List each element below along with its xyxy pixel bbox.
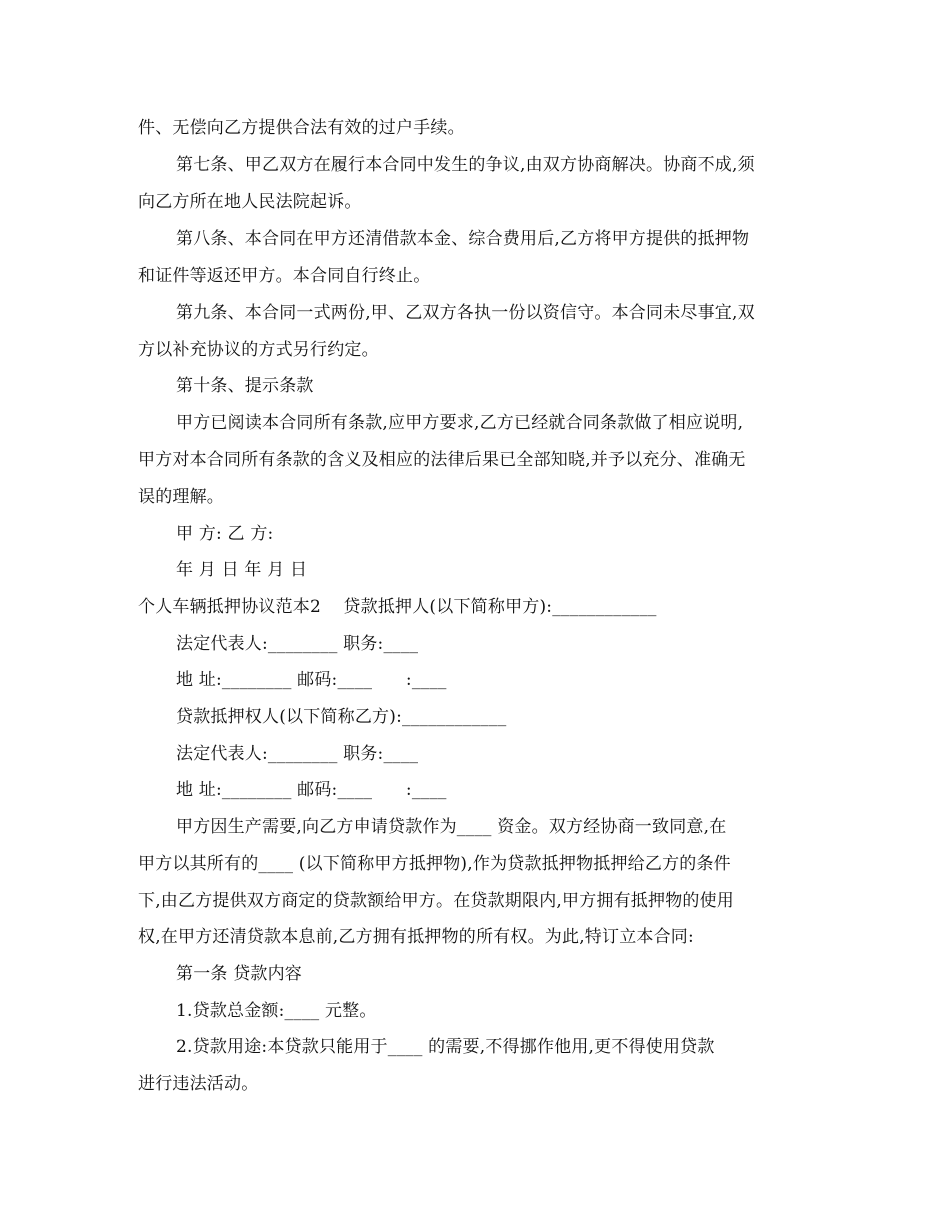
text-line: 1.贷款总金额:____ 元整。 [176, 1001, 377, 1021]
text-line: 甲方以其所有的____ (以下简称甲方抵押物),作为贷款抵押物抵押给乙方的条件 [138, 854, 731, 874]
form-field-line: 地 址:________ 邮码:____ :____ [176, 780, 447, 800]
signature-date-line: 年 月 日 年 月 日 [176, 560, 308, 580]
text-line: 下,由乙方提供双方商定的贷款额给甲方。在贷款期限内,甲方拥有抵押物的使用 [138, 891, 735, 911]
clause-8-line: 第八条、本合同在甲方还清借款本金、综合费用后,乙方将甲方提供的抵押物 [176, 229, 750, 249]
form-field-line: 法定代表人:________ 职务:____ [176, 634, 419, 654]
signature-parties-line: 甲 方: 乙 方: [176, 524, 274, 544]
clause-9-line: 第九条、本合同一式两份,甲、乙双方各执一份以资信守。本合同未尽事宜,双 [176, 303, 755, 323]
section-title-line: 个人车辆抵押协议范本2 贷款抵押人(以下简称甲方):____________ [138, 597, 657, 617]
text-line: 件、无偿向乙方提供合法有效的过户手续。 [138, 118, 465, 138]
text-line: 甲方已阅读本合同所有条款,应甲方要求,乙方已经就合同条款做了相应说明, [176, 413, 744, 433]
text-line: 和证件等返还甲方。本合同自行终止。 [138, 266, 431, 286]
form-field-line: 法定代表人:________ 职务:____ [176, 744, 419, 764]
form-field-line: 贷款抵押权人(以下简称乙方):____________ [176, 707, 507, 727]
clause-7-line: 第七条、甲乙双方在履行本合同中发生的争议,由双方协商解决。协商不成,须 [176, 155, 755, 175]
text-line: 向乙方所在地人民法院起诉。 [138, 192, 362, 212]
text-line: 进行违法活动。 [138, 1074, 259, 1094]
text-line: 权,在甲方还清贷款本息前,乙方拥有抵押物的所有权。为此,特订立本合同: [138, 927, 694, 947]
text-line: 甲方对本合同所有条款的含义及相应的法律后果已全部知晓,并予以充分、准确无 [138, 450, 746, 470]
text-line: 甲方因生产需要,向乙方申请贷款作为____ 资金。双方经协商一致同意,在 [176, 817, 727, 837]
text-line: 2.贷款用途:本贷款只能用于____ 的需要,不得挪作他用,更不得使用贷款 [176, 1037, 715, 1057]
article-1-heading: 第一条 贷款内容 [176, 964, 303, 984]
text-line: 方以补充协议的方式另行约定。 [138, 340, 379, 360]
form-field-line: 地 址:________ 邮码:____ :____ [176, 670, 447, 690]
clause-10-heading: 第十条、提示条款 [176, 376, 314, 396]
text-line: 误的理解。 [138, 487, 224, 507]
